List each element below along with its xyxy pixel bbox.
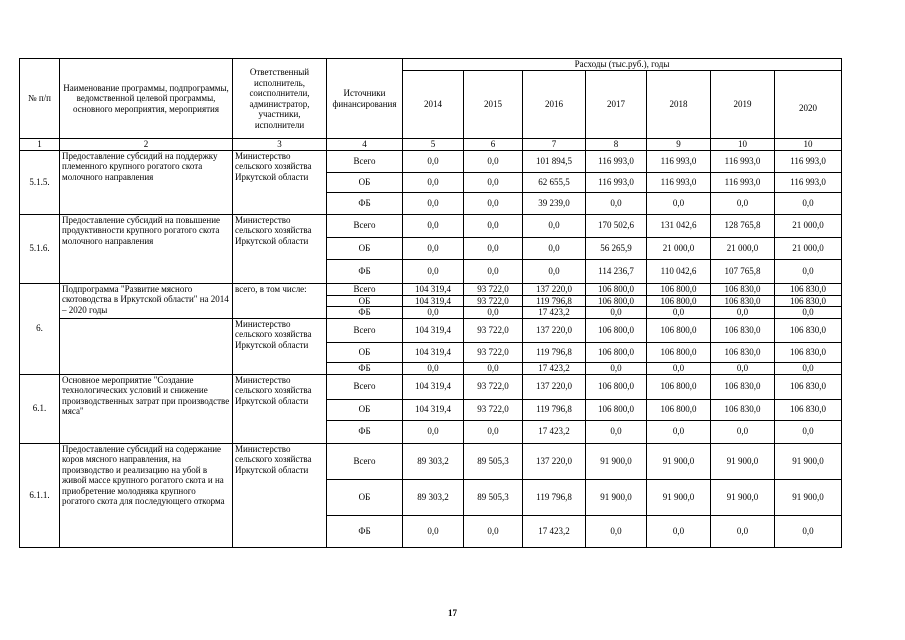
value-cell: 106 800,0 — [586, 295, 647, 307]
value-cell: 106 800,0 — [647, 399, 711, 420]
table-row — [20, 150, 842, 172]
value-cell: 21 000,0 — [711, 237, 775, 259]
value-cell: 104 319,4 — [403, 295, 464, 307]
column-number: 9 — [647, 139, 711, 151]
value-cell: 91 900,0 — [775, 443, 842, 479]
value-cell: 116 993,0 — [775, 172, 842, 192]
value-cell: 91 900,0 — [647, 443, 711, 479]
value-cell: 104 319,4 — [403, 374, 464, 399]
column-number: 7 — [523, 139, 586, 151]
value-cell: 0,0 — [403, 237, 464, 259]
value-cell: 119 796,8 — [523, 479, 586, 515]
value-cell: 39 239,0 — [523, 192, 586, 214]
program-name: Предоставление субсидий на повышение продуктивности крупного рогатого скота молочного направления — [60, 214, 233, 283]
value-cell: 0,0 — [775, 515, 842, 547]
value-cell: 0,0 — [464, 172, 523, 192]
value-cell: 0,0 — [647, 192, 711, 214]
value-cell: 89 505,3 — [464, 479, 523, 515]
value-cell: 116 993,0 — [647, 150, 711, 172]
value-cell: 106 830,0 — [711, 318, 775, 342]
value-cell: 0,0 — [711, 420, 775, 443]
value-cell: 91 900,0 — [586, 479, 647, 515]
value-cell: 106 830,0 — [775, 283, 842, 295]
value-cell: 106 830,0 — [711, 342, 775, 362]
source-cell: ОБ — [327, 479, 403, 515]
responsible-cell: Министерство сельского хозяйства Иркутской области — [233, 318, 327, 374]
value-cell: 0,0 — [464, 192, 523, 214]
value-cell: 0,0 — [775, 362, 842, 374]
value-cell: 62 655,5 — [523, 172, 586, 192]
responsible-cell: Министерство сельского хозяйства Иркутской области — [233, 374, 327, 443]
column-number: 8 — [586, 139, 647, 151]
value-cell: 106 800,0 — [586, 374, 647, 399]
value-cell: 116 993,0 — [586, 172, 647, 192]
value-cell: 106 800,0 — [647, 318, 711, 342]
value-cell: 101 894,5 — [523, 150, 586, 172]
value-cell: 21 000,0 — [775, 237, 842, 259]
value-cell: 106 800,0 — [647, 374, 711, 399]
value-cell: 104 319,4 — [403, 399, 464, 420]
value-cell: 91 900,0 — [586, 443, 647, 479]
value-cell: 91 900,0 — [647, 479, 711, 515]
value-cell: 106 830,0 — [775, 342, 842, 362]
responsible-cell: Министерство сельского хозяйства Иркутской области — [233, 214, 327, 283]
value-cell: 0,0 — [464, 362, 523, 374]
value-cell: 0,0 — [464, 259, 523, 283]
header-year: 2019 — [711, 71, 775, 139]
source-cell: ФБ — [327, 307, 403, 319]
value-cell: 116 993,0 — [586, 150, 647, 172]
header-num: № п/п — [20, 59, 60, 139]
source-cell: Всего — [327, 150, 403, 172]
value-cell: 0,0 — [464, 214, 523, 237]
source-cell: ФБ — [327, 192, 403, 214]
value-cell: 0,0 — [403, 515, 464, 547]
source-cell: Всего — [327, 443, 403, 479]
header-responsible: Ответственный исполнитель, соисполнители, администратор, участники, исполнители — [233, 59, 327, 139]
value-cell: 0,0 — [647, 307, 711, 319]
source-cell: Всего — [327, 283, 403, 295]
value-cell: 107 765,8 — [711, 259, 775, 283]
value-cell: 106 830,0 — [775, 399, 842, 420]
header-name: Наименование программы, подпрограммы, ведомственной целевой программы, основного мероприятия, мероприятия — [60, 59, 233, 139]
row-number: 5.1.6. — [20, 214, 60, 283]
value-cell: 0,0 — [775, 420, 842, 443]
value-cell: 0,0 — [586, 515, 647, 547]
program-name-empty — [60, 318, 233, 374]
value-cell: 104 319,4 — [403, 318, 464, 342]
value-cell: 93 722,0 — [464, 283, 523, 295]
value-cell: 0,0 — [586, 362, 647, 374]
value-cell: 128 765,8 — [711, 214, 775, 237]
value-cell: 21 000,0 — [775, 214, 842, 237]
source-cell: ОБ — [327, 342, 403, 362]
header-source: Источники финансирования — [327, 59, 403, 139]
source-cell: ФБ — [327, 420, 403, 443]
value-cell: 0,0 — [647, 515, 711, 547]
program-name: Предоставление субсидий на содержание коров мясного направления, на производство и реализацию на убой в живой массе крупного рогатого скота и на приобретение молодняка крупного рогатого скота для последующего откорма — [60, 443, 233, 547]
column-number: 3 — [233, 139, 327, 151]
value-cell: 0,0 — [403, 420, 464, 443]
value-cell: 0,0 — [775, 307, 842, 319]
value-cell: 104 319,4 — [403, 283, 464, 295]
value-cell: 104 319,4 — [403, 342, 464, 362]
program-name: Предоставление субсидий на поддержку племенного крупного рогатого скота молочного направления — [60, 150, 233, 214]
source-cell: ОБ — [327, 399, 403, 420]
value-cell: 114 236,7 — [586, 259, 647, 283]
value-cell: 137 220,0 — [523, 283, 586, 295]
value-cell: 17 423,2 — [523, 420, 586, 443]
value-cell: 93 722,0 — [464, 374, 523, 399]
header-year: 2020 — [775, 71, 842, 139]
value-cell: 106 830,0 — [711, 399, 775, 420]
value-cell: 137 220,0 — [523, 443, 586, 479]
value-cell: 17 423,2 — [523, 515, 586, 547]
value-cell: 17 423,2 — [523, 307, 586, 319]
value-cell: 106 800,0 — [647, 283, 711, 295]
table-row — [20, 443, 842, 479]
value-cell: 0,0 — [464, 515, 523, 547]
value-cell: 116 993,0 — [711, 172, 775, 192]
value-cell: 0,0 — [775, 192, 842, 214]
column-number: 10 — [711, 139, 775, 151]
value-cell: 93 722,0 — [464, 295, 523, 307]
value-cell: 0,0 — [586, 192, 647, 214]
value-cell: 106 830,0 — [775, 295, 842, 307]
value-cell: 106 800,0 — [586, 318, 647, 342]
value-cell: 119 796,8 — [523, 295, 586, 307]
value-cell: 0,0 — [403, 150, 464, 172]
column-number: 5 — [403, 139, 464, 151]
value-cell: 0,0 — [403, 192, 464, 214]
value-cell: 0,0 — [403, 214, 464, 237]
value-cell: 0,0 — [647, 420, 711, 443]
source-cell: Всего — [327, 214, 403, 237]
value-cell: 116 993,0 — [711, 150, 775, 172]
value-cell: 0,0 — [464, 420, 523, 443]
value-cell: 21 000,0 — [647, 237, 711, 259]
row-number: 6.1. — [20, 374, 60, 443]
value-cell: 106 800,0 — [586, 342, 647, 362]
table-row — [20, 214, 842, 237]
value-cell: 89 505,3 — [464, 443, 523, 479]
value-cell: 0,0 — [647, 362, 711, 374]
value-cell: 0,0 — [464, 237, 523, 259]
source-cell: ОБ — [327, 237, 403, 259]
responsible-cell: всего, в том числе: — [233, 283, 327, 318]
source-cell: ОБ — [327, 295, 403, 307]
source-cell: Всего — [327, 374, 403, 399]
program-name: Основное мероприятие "Создание технологических условий и снижение производственных затрат при производстве мяса" — [60, 374, 233, 443]
row-number: 6. — [20, 283, 60, 374]
column-number: 10 — [775, 139, 842, 151]
value-cell: 56 265,9 — [586, 237, 647, 259]
value-cell: 0,0 — [711, 307, 775, 319]
value-cell: 0,0 — [523, 214, 586, 237]
value-cell: 131 042,6 — [647, 214, 711, 237]
header-year: 2017 — [586, 71, 647, 139]
header-year: 2018 — [647, 71, 711, 139]
value-cell: 106 800,0 — [647, 295, 711, 307]
value-cell: 0,0 — [523, 237, 586, 259]
value-cell: 0,0 — [403, 307, 464, 319]
value-cell: 170 502,6 — [586, 214, 647, 237]
value-cell: 106 830,0 — [775, 374, 842, 399]
source-cell: ОБ — [327, 172, 403, 192]
column-number: 6 — [464, 139, 523, 151]
value-cell: 91 900,0 — [775, 479, 842, 515]
program-name: Подпрограмма "Развитие мясного скотоводства в Иркутской области" на 2014 – 2020 годы — [60, 283, 233, 318]
source-cell: Всего — [327, 318, 403, 342]
value-cell: 106 800,0 — [586, 283, 647, 295]
value-cell: 0,0 — [464, 307, 523, 319]
value-cell: 89 303,2 — [403, 443, 464, 479]
responsible-cell: Министерство сельского хозяйства Иркутской области — [233, 443, 327, 547]
value-cell: 116 993,0 — [647, 172, 711, 192]
value-cell: 119 796,8 — [523, 399, 586, 420]
value-cell: 119 796,8 — [523, 342, 586, 362]
value-cell: 106 830,0 — [711, 374, 775, 399]
budget-table — [19, 58, 842, 548]
value-cell: 93 722,0 — [464, 318, 523, 342]
value-cell: 0,0 — [464, 150, 523, 172]
source-cell: ФБ — [327, 259, 403, 283]
value-cell: 17 423,2 — [523, 362, 586, 374]
value-cell: 0,0 — [403, 172, 464, 192]
row-number: 5.1.5. — [20, 150, 60, 214]
value-cell: 93 722,0 — [464, 399, 523, 420]
table-row — [20, 283, 842, 295]
source-cell: ФБ — [327, 362, 403, 374]
value-cell: 0,0 — [711, 362, 775, 374]
value-cell: 106 830,0 — [775, 318, 842, 342]
value-cell: 0,0 — [403, 259, 464, 283]
table-row — [20, 374, 842, 399]
value-cell: 106 830,0 — [711, 295, 775, 307]
value-cell: 137 220,0 — [523, 318, 586, 342]
value-cell: 106 800,0 — [586, 399, 647, 420]
column-number-row — [20, 139, 842, 151]
header-year: 2014 — [403, 71, 464, 139]
source-cell: ФБ — [327, 515, 403, 547]
value-cell: 89 303,2 — [403, 479, 464, 515]
header-year: 2015 — [464, 71, 523, 139]
value-cell: 0,0 — [523, 259, 586, 283]
column-number: 1 — [20, 139, 60, 151]
value-cell: 91 900,0 — [711, 479, 775, 515]
page-number: 17 — [448, 608, 457, 618]
value-cell: 0,0 — [403, 362, 464, 374]
value-cell: 110 042,6 — [647, 259, 711, 283]
responsible-cell: Министерство сельского хозяйства Иркутской области — [233, 150, 327, 214]
value-cell: 116 993,0 — [775, 150, 842, 172]
value-cell: 106 800,0 — [647, 342, 711, 362]
value-cell: 0,0 — [586, 420, 647, 443]
header-year: 2016 — [523, 71, 586, 139]
value-cell: 0,0 — [711, 515, 775, 547]
value-cell: 0,0 — [775, 259, 842, 283]
table-row — [20, 318, 842, 342]
header-expenses: Расходы (тыс.руб.), годы — [403, 59, 842, 71]
column-number: 2 — [60, 139, 233, 151]
row-number: 6.1.1. — [20, 443, 60, 547]
value-cell: 93 722,0 — [464, 342, 523, 362]
value-cell: 106 830,0 — [711, 283, 775, 295]
value-cell: 137 220,0 — [523, 374, 586, 399]
value-cell: 0,0 — [586, 307, 647, 319]
column-number: 4 — [327, 139, 403, 151]
value-cell: 91 900,0 — [711, 443, 775, 479]
value-cell: 0,0 — [711, 192, 775, 214]
